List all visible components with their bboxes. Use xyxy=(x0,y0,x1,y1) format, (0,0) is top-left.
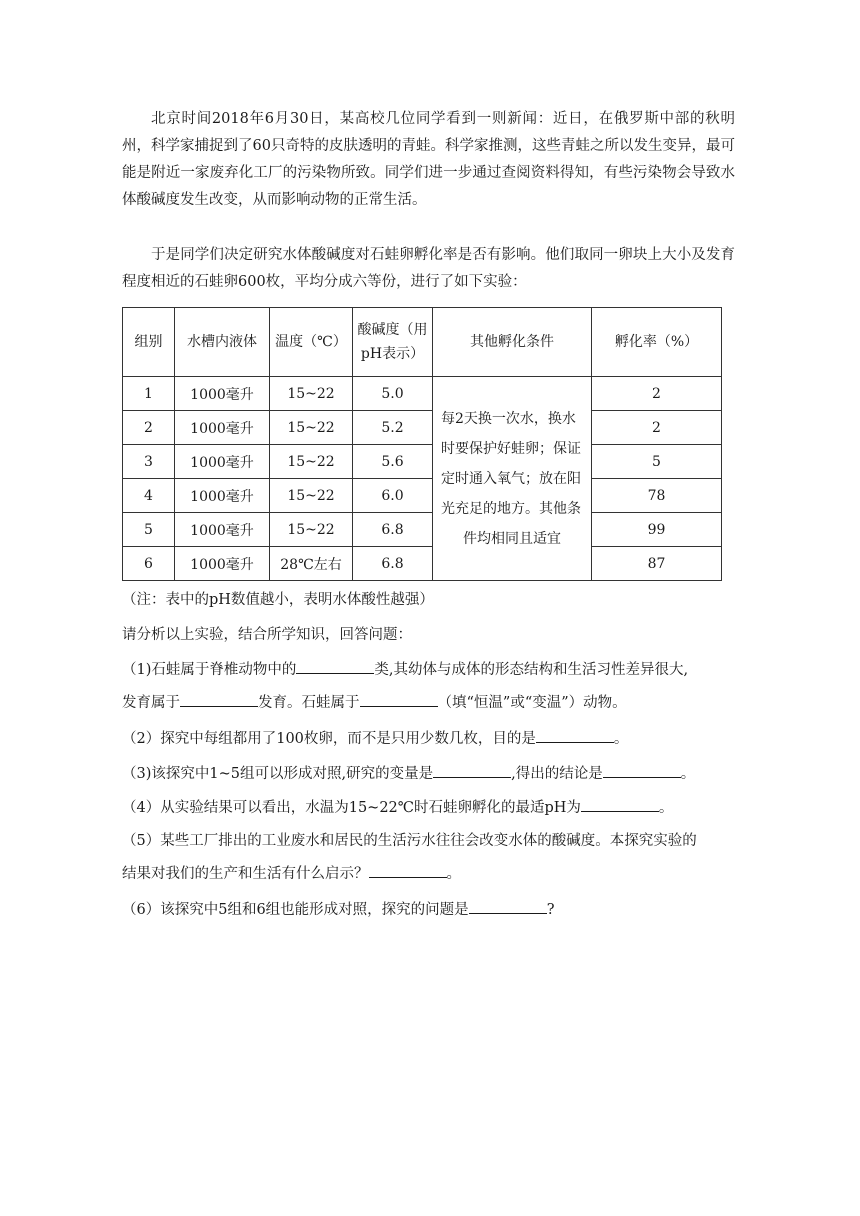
question-1-line-2 xyxy=(122,691,747,714)
table-note: （注：表中的pH数值越小，表明水体酸性越强） xyxy=(122,592,434,608)
q3-text-b: ,得出的结论是 xyxy=(511,766,603,782)
cell-other-conditions: 每2天换一次水，换水时要保护好蛙卵；保证定时通入氧气；放在阳光充足的地方。其他条件均相同且适宜 xyxy=(433,377,592,581)
cell-temperature: 15~22 xyxy=(270,445,353,479)
answer-blank[interactable] xyxy=(296,658,374,674)
cell-group: 2 xyxy=(123,411,175,445)
cell-group: 1 xyxy=(123,377,175,411)
answer-blank[interactable] xyxy=(360,691,438,707)
table-header-row xyxy=(123,308,722,377)
cell-group: 5 xyxy=(123,513,175,547)
table-row xyxy=(123,479,722,513)
q4-text-a: （4）从实验结果可以看出，水温为15~22℃时石蛙卵孵化的最适pH为 xyxy=(122,800,581,816)
cell-liquid: 1000毫升 xyxy=(175,445,270,479)
cell-liquid: 1000毫升 xyxy=(175,479,270,513)
cell-temperature: 15~22 xyxy=(270,411,353,445)
cell-ph: 5.2 xyxy=(353,411,433,445)
intro-paragraph-2: 于是同学们决定研究水体酸碱度对石蛙卵孵化率是否有影响。他们取同一卵块上大小及发育程度相近的石蛙卵600枚，平均分成六等份，进行了如下实验： xyxy=(122,247,735,290)
cell-liquid: 1000毫升 xyxy=(175,513,270,547)
q4-text-b: 。 xyxy=(658,800,674,816)
question-5-line-2 xyxy=(122,862,747,885)
q6-text-b: ? xyxy=(546,902,555,918)
table-row xyxy=(123,377,722,411)
cell-hatch-rate: 2 xyxy=(592,411,722,445)
answer-blank[interactable] xyxy=(603,762,681,778)
table-row xyxy=(123,445,722,479)
q1-text-e: （填“恒温”或“变温”）动物。 xyxy=(437,695,627,711)
q1-text-d: 发育。石蛙属于 xyxy=(258,695,360,711)
cell-temperature: 15~22 xyxy=(270,513,353,547)
question-4 xyxy=(122,796,747,819)
answer-blank[interactable] xyxy=(536,727,614,743)
cell-ph: 6.8 xyxy=(353,513,433,547)
q1-text-b: 类,其幼体与成体的形态结构和生活习性差异很大, xyxy=(374,662,689,678)
question-6 xyxy=(122,898,747,921)
cell-hatch-rate: 5 xyxy=(592,445,722,479)
q6-text-a: （6）该探究中5组和6组也能形成对照，探究的问题是 xyxy=(122,902,469,918)
q3-text-a: （3)该探究中1~5组可以形成对照,研究的变量是 xyxy=(122,766,434,782)
answer-blank[interactable] xyxy=(369,862,447,878)
q1-text-a: （1)石蛙属于脊椎动物中的 xyxy=(122,662,297,678)
answer-blank[interactable] xyxy=(581,796,659,812)
question-3 xyxy=(122,762,747,785)
header-group: 组别 xyxy=(123,308,175,377)
cell-hatch-rate: 99 xyxy=(592,513,722,547)
question-2 xyxy=(122,727,747,750)
cell-group: 6 xyxy=(123,547,175,581)
q3-text-c: 。 xyxy=(680,766,696,782)
question-5-line-1: （5）某些工厂排出的工业废水和居民的生活污水往往会改变水体的酸碱度。本探究实验的 xyxy=(122,833,697,849)
cell-ph: 6.8 xyxy=(353,547,433,581)
cell-ph: 6.0 xyxy=(353,479,433,513)
answer-blank[interactable] xyxy=(433,762,511,778)
table-row xyxy=(123,513,722,547)
cell-temperature: 15~22 xyxy=(270,479,353,513)
header-other-conditions: 其他孵化条件 xyxy=(433,308,592,377)
header-hatch-rate: 孵化率（%） xyxy=(592,308,722,377)
header-temperature: 温度（℃） xyxy=(270,308,353,377)
header-liquid: 水槽内液体 xyxy=(175,308,270,377)
cell-hatch-rate: 87 xyxy=(592,547,722,581)
cell-hatch-rate: 78 xyxy=(592,479,722,513)
intro-paragraph-1: 北京时间2018年6月30日，某高校几位同学看到一则新闻：近日，在俄罗斯中部的秋明州，科学家捕捉到了60只奇特的皮肤透明的青蛙。科学家推测，这些青蛙之所以发生变异，最可能是附近一家废弃化工厂的污染物所致。同学们进一步通过查阅资料得知，有些污染物会导致水体酸碱度发生改变，从而影响动物的正常生活。 xyxy=(122,111,735,208)
q5-text-c: 。 xyxy=(446,866,461,882)
table-row xyxy=(123,547,722,581)
question-prompt: 请分析以上实验，结合所学知识，回答问题： xyxy=(122,627,412,643)
q2-text-a: （2）探究中每组都用了100枚卵，而不是只用少数几枚，目的是 xyxy=(122,731,536,747)
cell-hatch-rate: 2 xyxy=(592,377,722,411)
answer-blank[interactable] xyxy=(469,898,547,914)
experiment-table xyxy=(122,307,722,581)
q2-text-b: 。 xyxy=(613,731,629,747)
q5-text-b: 结果对我们的生产和生活有什么启示？ xyxy=(122,866,369,882)
answer-blank[interactable] xyxy=(180,691,258,707)
header-ph: 酸碱度（用pH表示） xyxy=(353,308,433,377)
cell-temperature: 15~22 xyxy=(270,377,353,411)
cell-group: 4 xyxy=(123,479,175,513)
cell-liquid: 1000毫升 xyxy=(175,411,270,445)
cell-ph: 5.6 xyxy=(353,445,433,479)
cell-temperature: 28℃左右 xyxy=(270,547,353,581)
cell-liquid: 1000毫升 xyxy=(175,547,270,581)
cell-liquid: 1000毫升 xyxy=(175,377,270,411)
cell-group: 3 xyxy=(123,445,175,479)
cell-ph: 5.0 xyxy=(353,377,433,411)
question-1-line-1 xyxy=(122,658,747,681)
table-row xyxy=(123,411,722,445)
q1-text-c: 发育属于 xyxy=(122,695,180,711)
